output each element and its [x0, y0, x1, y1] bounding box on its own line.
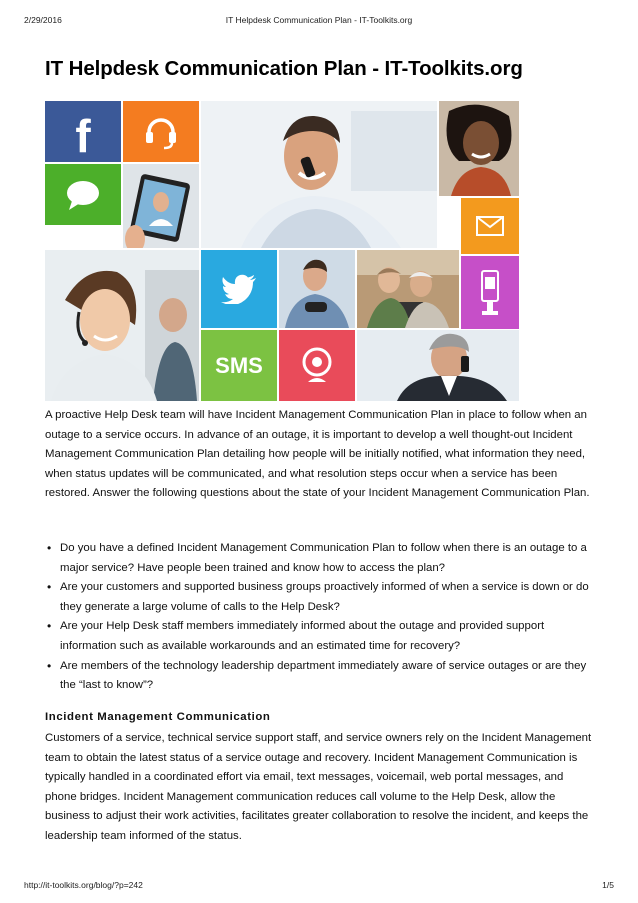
print-date: 2/29/2016: [24, 15, 62, 25]
question-list: [45, 539, 595, 696]
print-page-title: IT Helpdesk Communication Plan - IT-Toolkits.org: [225, 15, 413, 25]
section-paragraph: Customers of a service, technical service support staff, and service owners rely on the Incident Management team to obtain the latest status of a service outage and recovery. Incident Management Communication is typically handled in a coordinated effort via email, text messages, voicemail, web portal messages, and phone bridges. Incident Management communication reduces call volume to the Help Desk, allow the business to adjust their work activities, facilitates greater collaboration to resolve the incident, and keeps the leadership team informed of the status.: [45, 732, 592, 842]
chat-tile: [45, 164, 121, 225]
list-item: • Are your Help Desk staff members immediately informed about the outage and provided support information such as available workarounds and an estimated time for recovery?: [45, 617, 595, 656]
headset-icon: [141, 112, 181, 152]
twitter-bird-icon: [221, 274, 257, 304]
photo-man-gaming: [279, 250, 355, 328]
list-item: • Are your customers and supported business groups proactively informed of when a service is down or do they generate a large volume of calls to the Help Desk?: [45, 578, 595, 617]
photo-woman-smiling: [439, 101, 519, 196]
facebook-icon: [45, 101, 121, 162]
hero-collage: [45, 101, 519, 401]
section-heading: Incident Management Communication: [45, 711, 271, 723]
intro-paragraph: A proactive Help Desk team will have Incident Management Communication Plan in place to follow when an outage to a service occurs. In advance of an outage, it is important to develop a well thought-out Incident Management Communication Plan detailing how people will be initially notified, what information they need, when status updates will be communicated, and what resolution steps occur when a service has been restored. Answer the following questions about the state of your Incident Management Communication Plan.: [45, 409, 590, 500]
print-url: http://it-toolkits.org/blog/?p=242: [24, 880, 143, 890]
photo-call-center-woman: [45, 250, 199, 401]
photo-man-on-phone: [201, 101, 437, 248]
email-envelope-icon: [476, 216, 504, 236]
webcam-icon: [300, 347, 334, 385]
twitter-tile: [201, 250, 277, 328]
sms-tile: [201, 330, 277, 401]
article-title: IT Helpdesk Communication Plan - IT-Toolkits.org: [45, 57, 523, 80]
list-item: • Do you have a defined Incident Management Communication Plan to follow when there is an outage to a major service? Have people been trained and know how to access the plan?: [45, 539, 595, 578]
photo-businessman-on-phone: [357, 330, 519, 401]
chat-bubble-icon: [63, 177, 103, 213]
facebook-tile: [45, 101, 121, 162]
webcam-tile: [279, 330, 355, 401]
photo-tablet-video-call: [123, 164, 199, 248]
print-footer: [24, 880, 614, 892]
sms-label: SMS: [215, 352, 263, 378]
kiosk-icon: [478, 269, 502, 317]
headset-tile: [123, 101, 199, 162]
email-tile: [461, 198, 519, 254]
print-header: [24, 15, 614, 27]
kiosk-tile: [461, 256, 519, 329]
facebook-logo-letter: f: [75, 109, 91, 162]
photo-senior-couple: [357, 250, 459, 328]
list-item: • Are members of the technology leadership department immediately aware of service outages or are they the “last to know”?: [45, 657, 595, 696]
page-number: 1/5: [602, 880, 614, 890]
